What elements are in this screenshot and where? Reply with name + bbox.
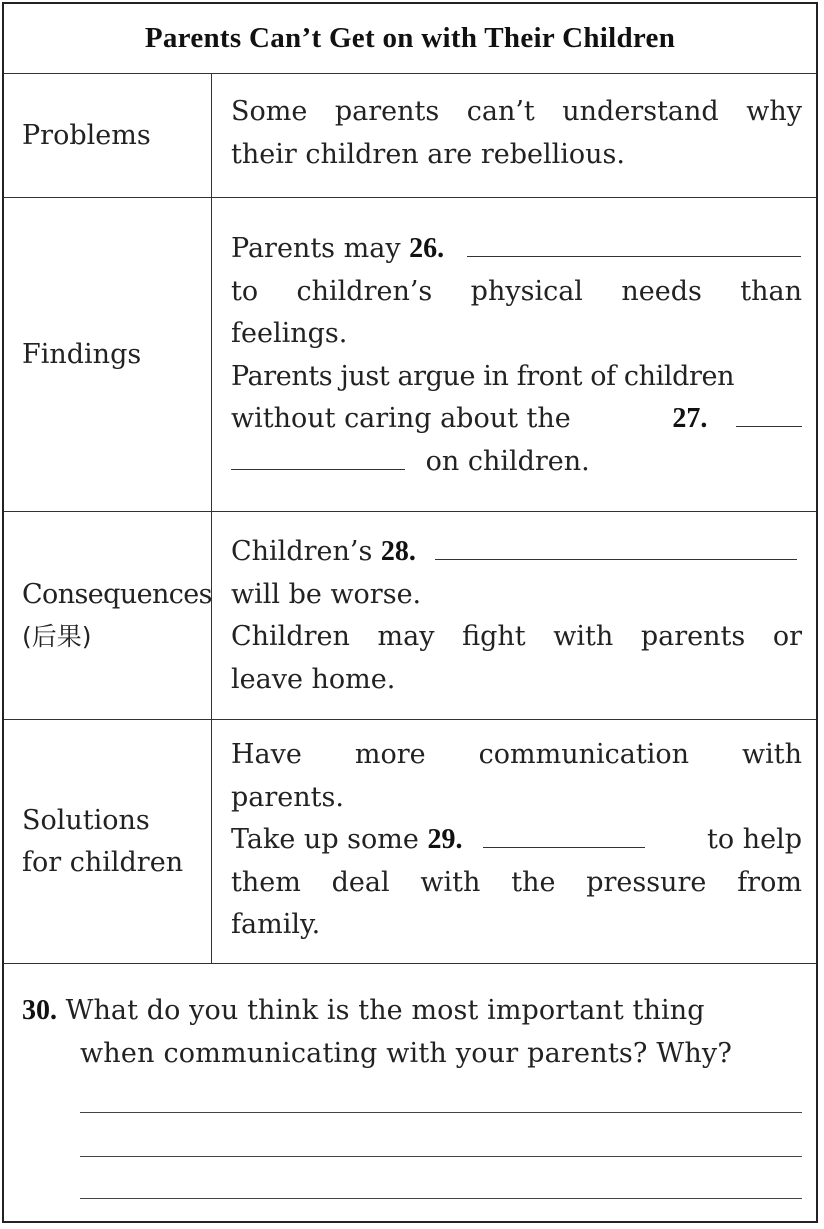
label-solutions xyxy=(4,720,212,963)
blank-29[interactable] xyxy=(483,825,645,848)
question-30-line-1: What do you think is the most important thing xyxy=(65,995,705,1026)
consequences-line-2: will be worse. xyxy=(231,578,422,610)
question-number-29: 29. xyxy=(427,824,463,855)
label-problems: Problems xyxy=(4,74,212,197)
solutions-line-1: Have more communication with xyxy=(231,739,802,770)
row-solutions xyxy=(4,720,816,964)
consequences-line-4: leave home. xyxy=(231,663,396,695)
row-consequences xyxy=(4,512,816,720)
question-30-text xyxy=(22,989,802,1075)
findings-line-2: to children’s physical needs than xyxy=(231,275,802,307)
findings-line-3: feelings. xyxy=(231,318,348,349)
solutions-line-5: family. xyxy=(231,909,321,940)
findings-line-1: Parents may 26. xyxy=(231,228,802,271)
question-number-28: 28. xyxy=(380,536,416,567)
findings-line-4: Parents just argue in front of children xyxy=(231,360,735,392)
problems-line-1: Some parents can’t understand why xyxy=(231,96,802,127)
answer-line-1[interactable] xyxy=(80,1112,802,1113)
label-findings: Findings xyxy=(4,198,212,511)
row-findings xyxy=(4,198,816,512)
label-solutions-line-2: for children xyxy=(22,846,184,878)
title-row xyxy=(4,4,816,74)
label-consequences xyxy=(4,512,212,719)
solutions-line-3: Take up some 29. to help xyxy=(231,824,802,855)
blank-26[interactable] xyxy=(467,234,801,257)
blank-27-part-1[interactable] xyxy=(736,404,802,427)
answer-line-2[interactable] xyxy=(80,1156,802,1157)
blank-27-part-2[interactable] xyxy=(231,447,405,470)
consequences-line-3: Children may fight with parents or xyxy=(231,621,802,652)
content-problems xyxy=(231,91,802,176)
label-solutions-line-1: Solutions xyxy=(22,804,150,836)
question-30-line-2: when communicating with your parents? Why? xyxy=(80,1038,733,1069)
question-number-26: 26. xyxy=(409,233,445,264)
answer-line-3[interactable] xyxy=(80,1198,802,1199)
problems-line-2: their children are rebellious. xyxy=(231,138,625,170)
question-number-30: 30. xyxy=(22,995,57,1026)
content-consequences xyxy=(231,531,802,701)
worksheet-table xyxy=(2,2,818,1223)
table-title: Parents Can’t Get on with Their Children xyxy=(144,22,676,54)
content-findings xyxy=(231,228,802,483)
blank-28[interactable] xyxy=(435,537,797,560)
label-consequences-cn: (后果) xyxy=(22,621,92,651)
findings-line-6: on children. xyxy=(231,441,802,484)
label-consequences-en: Consequences xyxy=(22,578,212,610)
findings-line-5: without caring about the 27. xyxy=(231,398,802,441)
question-number-27: 27. xyxy=(672,403,708,434)
consequences-line-1: Children’s 28. xyxy=(231,531,802,574)
content-solutions xyxy=(231,734,802,947)
solutions-line-2: parents. xyxy=(231,781,344,813)
solutions-line-4: them deal with the pressure from xyxy=(231,866,802,898)
row-problems xyxy=(4,74,816,198)
